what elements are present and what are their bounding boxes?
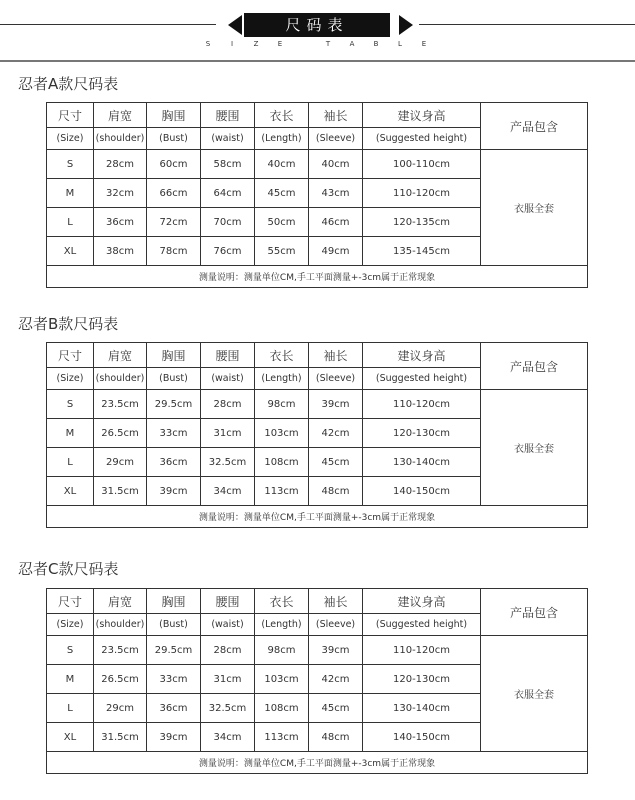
header-length-en: (Length) [255,614,309,636]
header-waist-en: (waist) [201,614,255,636]
cell-sleeve: 40cm [309,150,363,179]
cell-bust: 36cm [147,694,201,723]
size-table-c [46,588,588,774]
cell-shoulder: 38cm [94,237,147,266]
header-sleeve: 袖长 [309,103,363,128]
cell-size: S [47,636,94,665]
cell-shoulder: 28cm [94,150,147,179]
cell-size: L [47,208,94,237]
cell-sleeve: 46cm [309,208,363,237]
header-row-cn [47,589,588,614]
header-size-en: (Size) [47,614,94,636]
header-row-cn [47,103,588,128]
header-shoulder: 肩宽 [94,103,147,128]
header-package: 产品包含 [481,589,588,636]
cell-height: 130-140cm [363,694,481,723]
cell-size: XL [47,723,94,752]
size-table-header [0,0,635,62]
subtitle-letter: T [325,40,334,48]
header-height: 建议身高 [363,589,481,614]
cell-waist: 34cm [201,723,255,752]
cell-sleeve: 48cm [309,723,363,752]
header-length: 衣长 [255,343,309,368]
header-divider [0,60,635,62]
measurement-note: 测量说明：测量单位CM,手工平面测量+-3cm属于正常现象 [47,506,588,528]
cell-shoulder: 29cm [94,694,147,723]
cell-length: 55cm [255,237,309,266]
header-height-en: (Suggested height) [363,614,481,636]
cell-sleeve: 42cm [309,665,363,694]
header-bust-en: (Bust) [147,368,201,390]
size-table-a [46,102,588,288]
cell-bust: 39cm [147,477,201,506]
cell-waist: 32.5cm [201,448,255,477]
cell-waist: 76cm [201,237,255,266]
cell-size: XL [47,237,94,266]
subtitle-letter: I [230,40,237,48]
header-waist: 腰围 [201,103,255,128]
subtitle-letter: E [277,40,286,48]
table-row [47,390,588,419]
header-size: 尺寸 [47,589,94,614]
header-shoulder-en: (shoulder) [94,368,147,390]
header-size: 尺寸 [47,343,94,368]
cell-length: 108cm [255,448,309,477]
header-bust-en: (Bust) [147,614,201,636]
header-waist: 腰围 [201,343,255,368]
cell-waist: 34cm [201,477,255,506]
triangle-right-icon [399,15,413,35]
cell-shoulder: 26.5cm [94,419,147,448]
header-bust: 胸围 [147,343,201,368]
cell-size: XL [47,477,94,506]
cell-bust: 33cm [147,419,201,448]
cell-height: 110-120cm [363,636,481,665]
header-waist: 腰围 [201,589,255,614]
cell-size: M [47,419,94,448]
header-sleeve-en: (Sleeve) [309,128,363,150]
header-row-cn [47,343,588,368]
cell-size: S [47,150,94,179]
cell-length: 103cm [255,419,309,448]
cell-height: 140-150cm [363,723,481,752]
cell-bust: 66cm [147,179,201,208]
header-sleeve: 袖长 [309,343,363,368]
cell-height: 110-120cm [363,179,481,208]
header-size: 尺寸 [47,103,94,128]
cell-shoulder: 23.5cm [94,636,147,665]
header-length-en: (Length) [255,368,309,390]
cell-height: 110-120cm [363,390,481,419]
cell-shoulder: 31.5cm [94,477,147,506]
cell-length: 113cm [255,723,309,752]
section-title-c: 忍者C款尺码表 [18,560,119,578]
cell-length: 40cm [255,150,309,179]
cell-bust: 72cm [147,208,201,237]
cell-height: 135-145cm [363,237,481,266]
cell-bust: 29.5cm [147,390,201,419]
size-table-b [46,342,588,528]
cell-shoulder: 26.5cm [94,665,147,694]
header-shoulder: 肩宽 [94,589,147,614]
cell-length: 98cm [255,390,309,419]
cell-bust: 60cm [147,150,201,179]
cell-length: 98cm [255,636,309,665]
section-title-b: 忍者B款尺码表 [18,315,119,333]
cell-size: S [47,390,94,419]
cell-sleeve: 48cm [309,477,363,506]
header-sleeve-en: (Sleeve) [309,368,363,390]
header-height-en: (Suggested height) [363,128,481,150]
cell-bust: 36cm [147,448,201,477]
header-size-en: (Size) [47,128,94,150]
cell-waist: 28cm [201,636,255,665]
cell-sleeve: 43cm [309,179,363,208]
note-row [47,266,588,288]
cell-package: 衣服全套 [481,150,588,266]
cell-length: 108cm [255,694,309,723]
cell-size: M [47,179,94,208]
header-height: 建议身高 [363,103,481,128]
note-row [47,506,588,528]
cell-length: 50cm [255,208,309,237]
triangle-left-icon [228,15,242,35]
subtitle-letter: L [398,40,405,48]
cell-shoulder: 36cm [94,208,147,237]
cell-height: 140-150cm [363,477,481,506]
cell-package: 衣服全套 [481,390,588,506]
cell-waist: 31cm [201,665,255,694]
cell-height: 100-110cm [363,150,481,179]
cell-waist: 31cm [201,419,255,448]
header-sleeve-en: (Sleeve) [309,614,363,636]
cell-height: 120-130cm [363,665,481,694]
subtitle-letter: Z [253,40,262,48]
cell-waist: 28cm [201,390,255,419]
measurement-note: 测量说明：测量单位CM,手工平面测量+-3cm属于正常现象 [47,266,588,288]
cell-shoulder: 29cm [94,448,147,477]
cell-height: 130-140cm [363,448,481,477]
subtitle-letter: A [349,40,358,48]
section-title-a: 忍者A款尺码表 [18,75,119,93]
header-shoulder: 肩宽 [94,343,147,368]
header-waist-en: (waist) [201,128,255,150]
cell-size: L [47,448,94,477]
cell-waist: 64cm [201,179,255,208]
header-package: 产品包含 [481,103,588,150]
cell-package: 衣服全套 [481,636,588,752]
cell-length: 45cm [255,179,309,208]
cell-bust: 39cm [147,723,201,752]
header-length: 衣长 [255,103,309,128]
cell-sleeve: 42cm [309,419,363,448]
cell-waist: 70cm [201,208,255,237]
header-subtitle [0,40,635,48]
cell-waist: 32.5cm [201,694,255,723]
header-size-en: (Size) [47,368,94,390]
cell-length: 113cm [255,477,309,506]
subtitle-letter: B [373,40,382,48]
measurement-note: 测量说明：测量单位CM,手工平面测量+-3cm属于正常现象 [47,752,588,774]
cell-length: 103cm [255,665,309,694]
cell-size: M [47,665,94,694]
header-shoulder-en: (shoulder) [94,614,147,636]
header-length: 衣长 [255,589,309,614]
cell-shoulder: 32cm [94,179,147,208]
cell-sleeve: 45cm [309,448,363,477]
header-line-right [419,24,635,25]
header-bust: 胸围 [147,103,201,128]
header-height-en: (Suggested height) [363,368,481,390]
cell-bust: 33cm [147,665,201,694]
header-length-en: (Length) [255,128,309,150]
cell-waist: 58cm [201,150,255,179]
cell-shoulder: 31.5cm [94,723,147,752]
cell-sleeve: 49cm [309,237,363,266]
header-bust-en: (Bust) [147,128,201,150]
cell-sleeve: 39cm [309,636,363,665]
subtitle-letter: E [421,40,430,48]
cell-height: 120-135cm [363,208,481,237]
header-title: 尺码表 [244,13,390,37]
header-height: 建议身高 [363,343,481,368]
cell-shoulder: 23.5cm [94,390,147,419]
table-row [47,150,588,179]
header-waist-en: (waist) [201,368,255,390]
note-row [47,752,588,774]
cell-height: 120-130cm [363,419,481,448]
header-shoulder-en: (shoulder) [94,128,147,150]
header-package: 产品包含 [481,343,588,390]
header-line-left [0,24,216,25]
cell-bust: 29.5cm [147,636,201,665]
cell-size: L [47,694,94,723]
cell-sleeve: 45cm [309,694,363,723]
header-sleeve: 袖长 [309,589,363,614]
cell-bust: 78cm [147,237,201,266]
table-row [47,636,588,665]
cell-sleeve: 39cm [309,390,363,419]
subtitle-letter: S [205,40,214,48]
header-bust: 胸围 [147,589,201,614]
